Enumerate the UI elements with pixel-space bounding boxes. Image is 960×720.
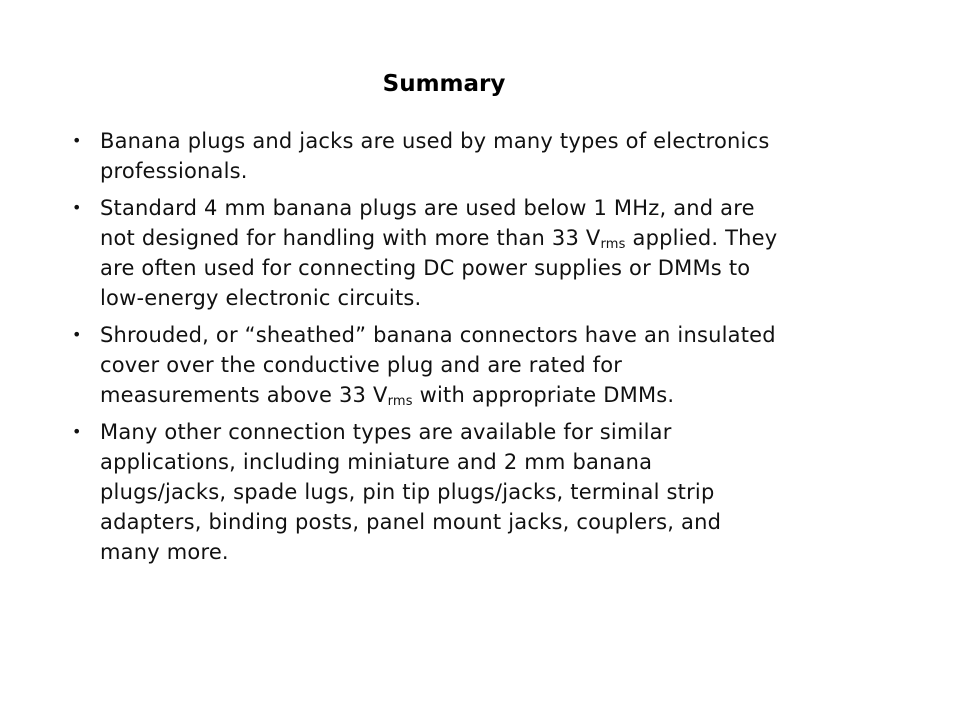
bullet-text-line <box>100 380 892 410</box>
bullet-text-line: Many other connection types are available for similar <box>100 420 672 444</box>
bullet-icon: • <box>72 325 82 344</box>
bullet-icon: • <box>72 422 82 441</box>
subscript: rms <box>600 237 626 252</box>
bullet-text-line: plugs/jacks, spade lugs, pin tip plugs/jacks, terminal strip <box>100 480 715 504</box>
text-segment: with appropriate DMMs. <box>412 383 675 407</box>
bullet-text-line: professionals. <box>100 159 248 183</box>
bullet-text-line: cover over the conductive plug and are rated for <box>100 353 623 377</box>
slide-title: Summary <box>382 71 506 97</box>
text-segment: applied. They <box>625 226 778 250</box>
bullet-text-line <box>100 223 892 253</box>
bullet-item <box>72 320 892 410</box>
bullet-icon: • <box>72 131 82 150</box>
bullet-text-line: low-energy electronic circuits. <box>100 286 422 310</box>
bullet-text-line: many more. <box>100 540 229 564</box>
text-segment: measurements above 33 V <box>100 383 388 407</box>
bullet-text-line: Standard 4 mm banana plugs are used below 1 MHz, and are <box>100 196 755 220</box>
bullet-text-line: Banana plugs and jacks are used by many types of electronics <box>100 129 770 153</box>
text-segment: not designed for handling with more than 33 V <box>100 226 601 250</box>
bullet-item <box>72 126 892 186</box>
bullet-item <box>72 193 892 313</box>
bullet-text-line: adapters, binding posts, panel mount jacks, couplers, and <box>100 510 722 534</box>
bullet-item <box>72 417 892 567</box>
bullet-list <box>72 126 892 574</box>
bullet-text-line: applications, including miniature and 2 mm banana <box>100 450 653 474</box>
subscript: rms <box>387 394 413 409</box>
bullet-text-line: Shrouded, or “sheathed” banana connectors have an insulated <box>100 323 776 347</box>
bullet-text-line: are often used for connecting DC power supplies or DMMs to <box>100 256 751 280</box>
bullet-icon: • <box>72 198 82 217</box>
